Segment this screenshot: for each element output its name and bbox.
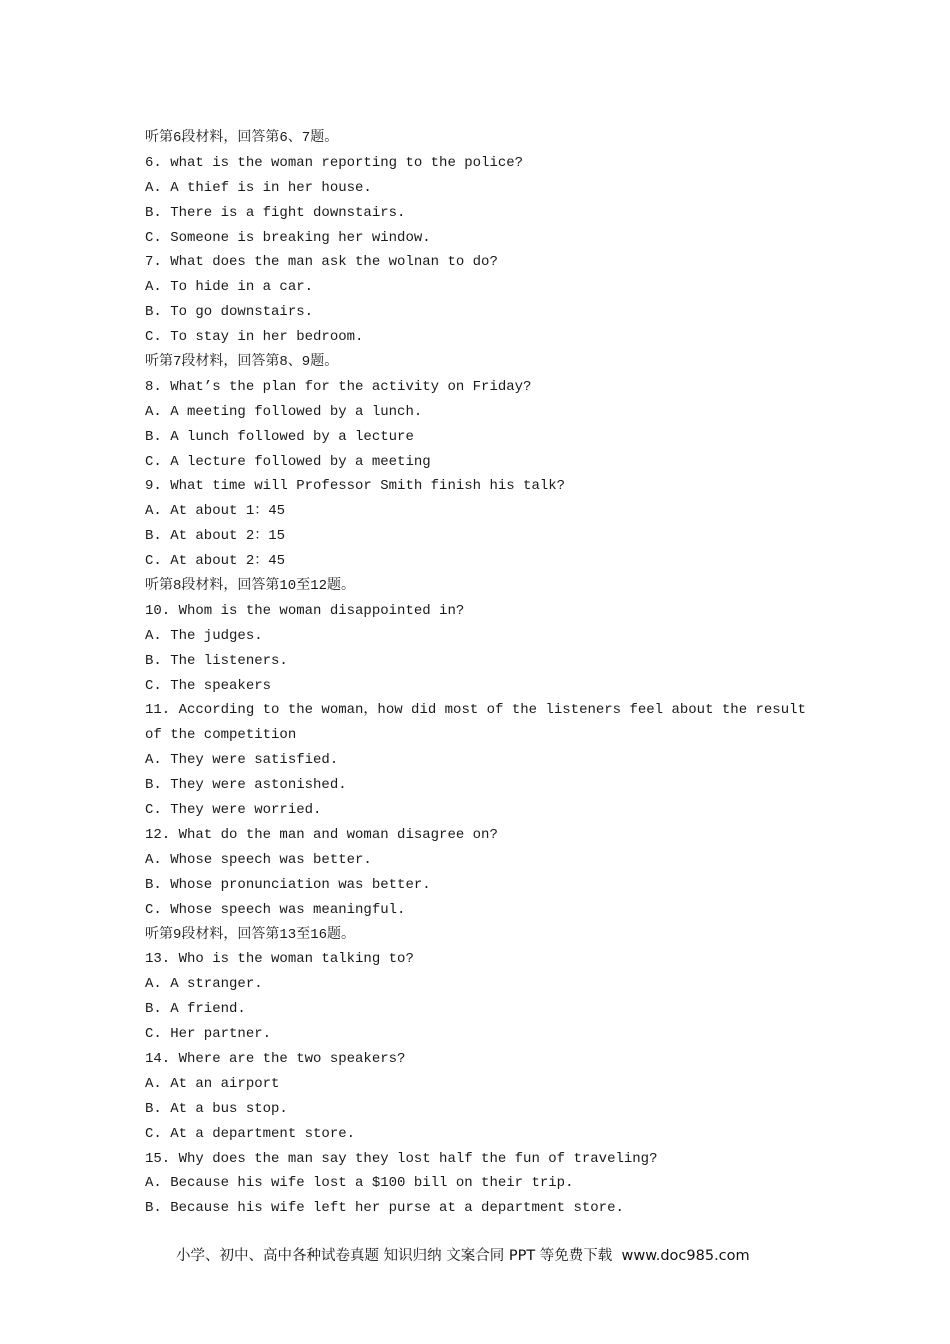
text-line: 6. what is the woman reporting to the police? xyxy=(145,154,524,171)
text-line: of the competition xyxy=(145,727,297,744)
text-line: 12. What do the man and woman disagree on? xyxy=(145,826,498,843)
text-line: A. A thief is in her house. xyxy=(145,179,372,196)
text-line: 听第9段材料，回答第13至16题。 xyxy=(145,926,356,943)
text-line: 9. What time will Professor Smith finish his talk? xyxy=(145,478,566,495)
text-line: 11. According to the woman，how did most of the listeners feel about the result xyxy=(145,702,806,719)
text-line: B. A lunch followed by a lecture xyxy=(145,428,414,445)
text-line: C. At about 2：45 xyxy=(145,553,286,570)
text-line: A. They were satisfied. xyxy=(145,752,339,769)
text-line: B. There is a fight downstairs. xyxy=(145,204,406,221)
document-body xyxy=(145,126,845,1221)
text-line: C. A lecture followed by a meeting xyxy=(145,453,431,470)
text-line: C. To stay in her bedroom. xyxy=(145,329,364,346)
text-line: B. The listeners. xyxy=(145,652,288,669)
text-line: A. A meeting followed by a lunch. xyxy=(145,403,423,420)
text-line: C. The speakers xyxy=(145,677,272,694)
text-line: 听第6段材料，回答第6、7题。 xyxy=(145,130,339,146)
text-line: C. Whose speech was meaningful. xyxy=(145,901,406,918)
text-line: A. The judges. xyxy=(145,627,263,644)
text-line: B. At a bus stop. xyxy=(145,1100,288,1117)
text-line: 听第8段材料，回答第10至12题。 xyxy=(145,578,356,595)
text-line: B. At about 2：15 xyxy=(145,528,286,545)
text-line: A. A stranger. xyxy=(145,976,263,993)
page-footer: 小学、初中、高中各种试卷真题 知识归纳 文案合同 PPT 等免费下载 www.doc985.com xyxy=(176,1248,750,1264)
text-line: 7. What does the man ask the wolnan to do? xyxy=(145,254,498,271)
text-line: 15. Why does the man say they lost half the fun of traveling? xyxy=(145,1150,658,1167)
text-line: B. A friend. xyxy=(145,1001,246,1018)
text-line: 10. Whom is the woman disappointed in? xyxy=(145,602,465,619)
text-line: A. Whose speech was better. xyxy=(145,851,372,868)
text-line: B. To go downstairs. xyxy=(145,304,314,321)
text-line: B. Whose pronunciation was better. xyxy=(145,876,431,893)
text-line: C. They were worried. xyxy=(145,802,322,819)
text-line: 听第7段材料，回答第8、9题。 xyxy=(145,354,339,371)
text-line: A. At an airport xyxy=(145,1075,280,1092)
text-line: 8. What’s the plan for the activity on Friday? xyxy=(145,378,532,395)
text-line: A. At about 1：45 xyxy=(145,503,286,520)
text-line: C. At a department store. xyxy=(145,1125,356,1142)
text-line: C. Someone is breaking her window. xyxy=(145,229,431,246)
text-line: 13. Who is the woman talking to? xyxy=(145,951,414,968)
text-line: A. Because his wife lost a $100 bill on their trip. xyxy=(145,1175,574,1192)
text-line: A. To hide in a car. xyxy=(145,279,314,296)
text-line: B. They were astonished. xyxy=(145,777,347,794)
text-line: C. Her partner. xyxy=(145,1026,272,1043)
text-line: 14. Where are the two speakers? xyxy=(145,1050,406,1067)
text-line: B. Because his wife left her purse at a department store. xyxy=(145,1200,624,1217)
